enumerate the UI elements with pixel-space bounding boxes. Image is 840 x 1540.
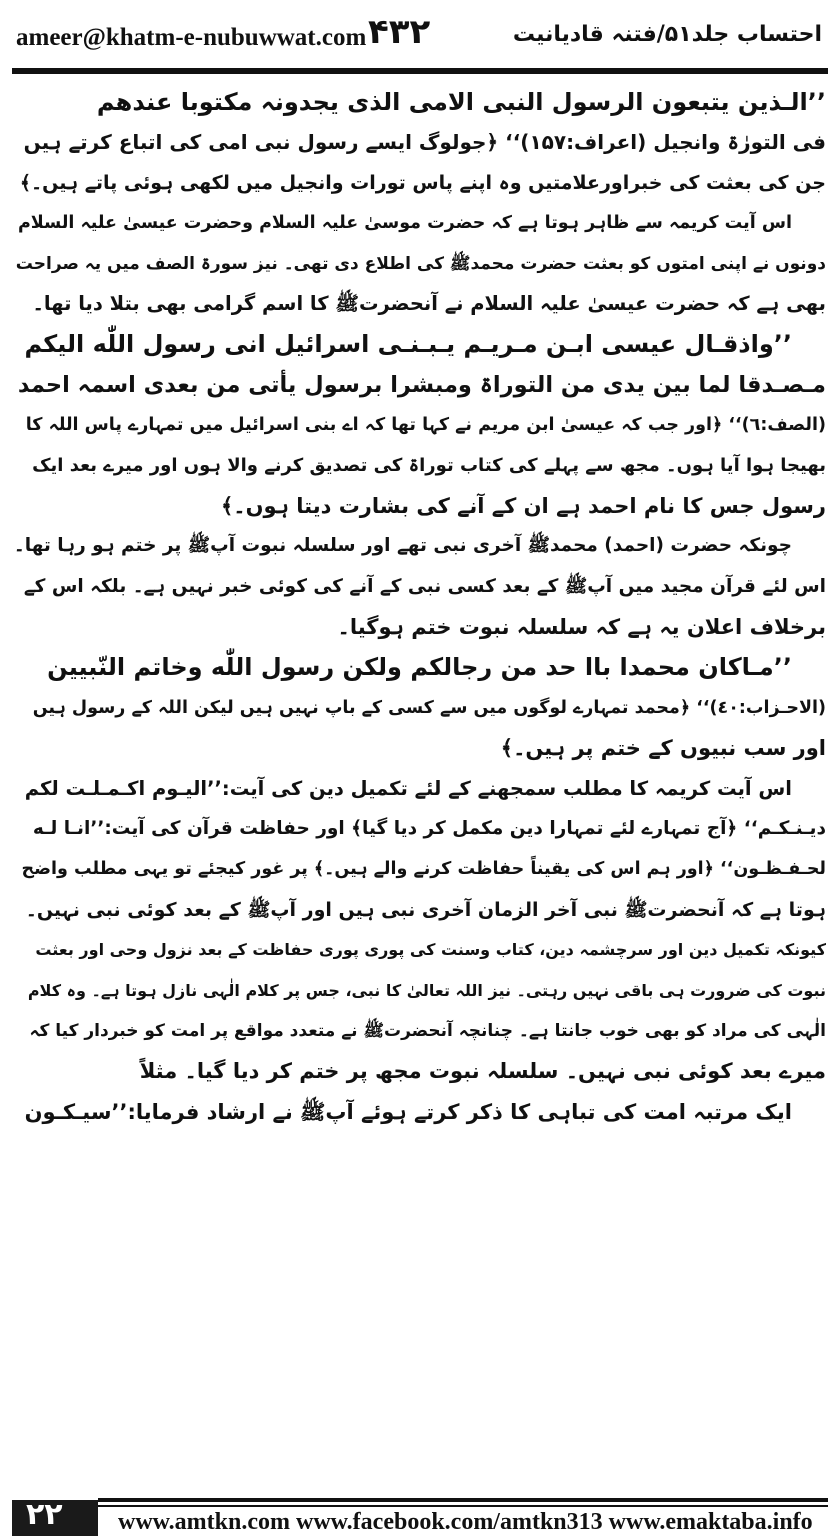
text-line: اور سب نبیوں کے ختم پر ہیں۔﴾ (500, 736, 826, 761)
text-line: اس لئے قرآن مجید میں آپﷺ کے بعد کسی نبی کے آنے کی کوئی خبر نہیں ہے۔ بلکہ اس کے (23, 575, 826, 597)
text-line: کیونکہ تکمیل دین اور سرچشمہ دین، کتاب وسنت کی پوری پوری حفاظت کے بعد نزول وحی اور بعثت (35, 940, 826, 960)
text-line: جن کی بعثت کی خبراورعلامتیں وہ اپنے پاس تورات وانجیل میں لکھی ہوئی پاتے ہیں۔﴾ (19, 171, 826, 194)
text-line: بھی ہے کہ حضرت عیسیٰ علیہ السلام نے آنحضرتﷺ کا اسم گرامی بھی بتلا دیا تھا۔ (32, 291, 826, 315)
text-line: برخلاف اعلان یہ ہے کہ سلسلہ نبوت ختم ہوگیا۔ (337, 615, 826, 640)
text-line: اس آیت کریمہ کا مطلب سمجھنے کے لئے تکمیل دین کی آیت:’’الیـوم اکـمـلـت لکم (24, 776, 792, 800)
text-line: میرے بعد کوئی نبی نہیں۔ سلسلہ نبوت مجھ پر ختم کر دیا گیا۔ مثلاً (139, 1059, 826, 1084)
text-line: رسول جس کا نام احمد ہے ان کے آنے کی بشارت دیتا ہوں۔﴾ (220, 493, 826, 518)
text-line: دونوں نے اپنی امتوں کو بعثت حضرت محمدﷺ کی اطلاع دی تھی۔ نیز سورۃ الصف میں یہ صراحت (15, 253, 826, 274)
text-line: لحـفـظـون‘‘ ﴿اور ہم اس کی یقیناً حفاظت کرنے والے ہیں۔﴾ پر غور کیجئے تو یہی مطلب واضح (21, 859, 826, 880)
text-line: الٰہی کی مراد کو بھی خوب جانتا ہے۔ چنانچہ آنحضرتﷺ نے متعدد مواقع پر امت کو خبردار کیا کہ (29, 1020, 826, 1041)
text-line: (الصف:٦)‘‘ ﴿اور جب کہ عیسیٰ ابن مریم نے کہا تھا کہ اے بنی اسرائیل میں تمہارے پاس اللہ کا (25, 415, 826, 436)
header-email: ameer@khatm-e-nubuwwat.com (16, 24, 367, 51)
text-line: مـصـدقا لما بین یدی من التوراۃ ومبشرا برسول یأتی من بعدی اسمہ احمد (17, 371, 826, 398)
text-line: نبوت کی ضرورت ہی باقی نہیں رہتی۔ نیز اللہ تعالیٰ کا نبی، جس پر کلام الٰہی نازل ہوتا ہے۔ وہ کلام (27, 980, 826, 1000)
page-header (0, 0, 840, 66)
text-line: ’’الـذین یتبعون الرسول النبی الامی الذی یجدونہ مکتوبا عندھم (96, 88, 826, 116)
running-head: احتساب جلد۵۱/فتنہ قادیانیت (512, 22, 822, 47)
text-line: ہوتا ہے کہ آنحضرتﷺ نبی آخر الزمان آخری نبی ہیں اور آپﷺ کے بعد کوئی نبی نہیں۔ (25, 898, 826, 921)
footer-rule (98, 1498, 828, 1502)
footer-page-number: ۲۲ (26, 1497, 63, 1532)
text-line: بھیجا ہوا آیا ہوں۔ مجھ سے پہلے کی کتاب توراۃ کی تصدیق کرنے والا ہوں اور میرے بعد ایک (32, 454, 826, 476)
footer-links: www.amtkn.com www.facebook.com/amtkn313 www.emaktaba.info (118, 1509, 813, 1535)
text-line: فی التورٰۃ وانجیل (اعراف:۱۵۷)‘‘ ﴿جولوگ ایسے رسول نبی امی کی اتباع کرتے ہیں (23, 130, 826, 155)
page-body (14, 82, 826, 1492)
text-line: ایک مرتبہ امت کی تباہی کا ذکر کرتے ہوئے آپﷺ نے ارشاد فرمایا:’’سیـکـون (24, 1099, 792, 1124)
header-rule (12, 68, 828, 74)
text-line: اس آیت کریمہ سے ظاہر ہوتا ہے کہ حضرت موسیٰ علیہ السلام وحضرت عیسیٰ علیہ السلام (17, 213, 792, 234)
text-line: دیـنـکـم‘‘ ﴿آج تمہارے لئے تمہارا دین مکمل کر دیا گیا﴾ اور حفاظت قرآن کی آیت:’’انـا لـه (32, 818, 826, 840)
text-line: ’’مـاکان محمدا باا حد من رجالکم ولکن رسول اللّٰه وخاتم النّبیین (47, 653, 792, 682)
text-line: (الاحـزاب:٤٠)‘‘ ﴿محمد تمہارے لوگوں میں سے کسی کے باپ نہیں ہیں لیکن اللہ کے رسول ہیں (32, 697, 826, 718)
footer-rule-thin (98, 1505, 828, 1507)
text-line: ’’واذقـال عیسی ابـن مـریـم یـبـنـی اسرائیل انی رسول اللّٰه الیکم (24, 330, 792, 359)
header-page-number: ۴۳۲ (368, 12, 431, 52)
text-line: چونکہ حضرت (احمد) محمدﷺ آخری نبی تھے اور سلسلہ نبوت آپﷺ پر ختم ہو رہا تھا۔ (14, 535, 792, 557)
